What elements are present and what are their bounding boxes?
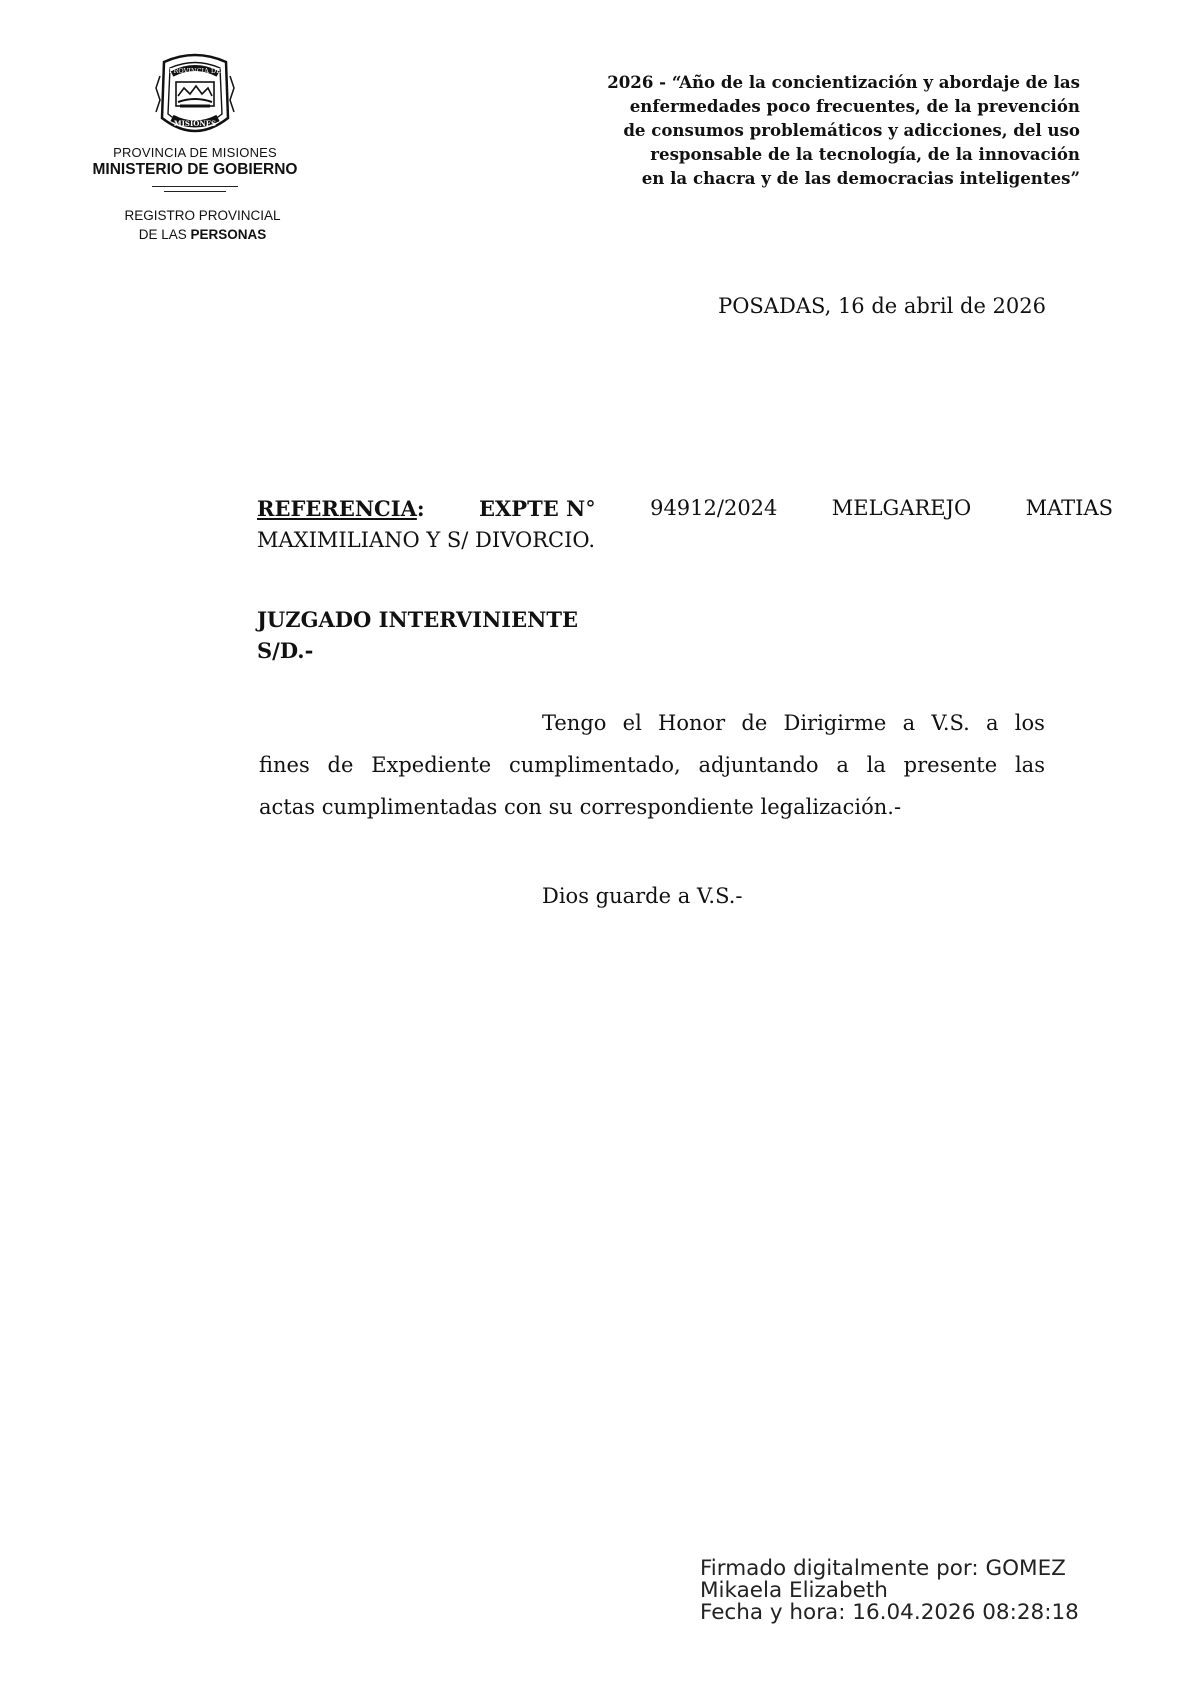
province-seal-logo <box>150 52 240 140</box>
registry-line-2: DE LAS PERSONAS <box>138 227 267 242</box>
party-name: MATIAS <box>1025 496 1113 520</box>
seal-top-text: PROVINCIA DE <box>169 67 221 75</box>
body-word: cumplimentado, <box>509 753 681 777</box>
body-word: adjuntando <box>698 753 819 777</box>
header-divider <box>152 186 238 187</box>
letter-body <box>259 702 1045 828</box>
body-line <box>259 744 1045 786</box>
body-word: a <box>986 711 999 735</box>
registry-name <box>60 206 345 244</box>
party-surname: MELGAREJO <box>831 496 972 520</box>
signature-line-3: Fecha y hora: 16.04.2026 08:28:18 <box>700 1600 1079 1625</box>
registry-line-1: REGISTRO PROVINCIAL <box>124 208 281 223</box>
motto-line: enfermedades poco frecuentes, de la prevención <box>629 96 1080 116</box>
body-word: a <box>836 753 849 777</box>
body-word: de <box>741 711 768 735</box>
reference-block <box>257 493 1113 556</box>
body-word: la <box>866 753 886 777</box>
reference-label: REFERENCIA <box>257 496 417 521</box>
seal-bottom-text: MISIONES <box>173 119 217 128</box>
place-date: POSADAS, 16 de abril de 2026 <box>718 294 1046 318</box>
reference-line-1: REFERENCIA: EXPTE N° 94912/2024 MELGAREJO MATIAS <box>257 493 1113 525</box>
expte-label: EXPTE N <box>478 496 586 521</box>
body-word: Tengo <box>542 711 607 735</box>
body-word: de <box>327 753 354 777</box>
ministry-name: MINISTERIO DE GOBIERNO <box>92 161 298 178</box>
year-motto <box>480 70 1080 190</box>
body-word: actas cumplimentadas con su correspondiente legalización.- <box>259 795 902 819</box>
body-word: los <box>1014 711 1045 735</box>
motto-line: de consumos problemáticos y adicciones, del uso <box>623 120 1080 140</box>
body-word: a <box>902 711 916 735</box>
body-word: presente <box>903 753 998 777</box>
addressee-line-1: JUZGADO INTERVINIENTE <box>257 607 578 632</box>
body-word: el <box>622 711 642 735</box>
addressee-line-2: S/D.- <box>257 638 314 663</box>
expte-number: 94912/2024 <box>650 496 778 520</box>
body-word: Expediente <box>371 753 492 777</box>
header-divider-short <box>164 191 226 192</box>
motto-line: responsable de la tecnología, de la innovación <box>650 144 1080 164</box>
body-word: fines <box>259 753 310 777</box>
reference-line-2: MAXIMILIANO Y S/ DIVORCIO. <box>257 528 596 552</box>
body-word: las <box>1014 753 1045 777</box>
addressee <box>257 604 578 666</box>
province-name: PROVINCIA DE MISIONES <box>113 145 277 160</box>
body-word: Dirigirme <box>783 711 887 735</box>
motto-line: en la chacra y de las democracias inteligentes” <box>641 168 1080 188</box>
signature-line-1: Firmado digitalmente por: GOMEZ <box>700 1556 1066 1581</box>
body-word: V.S. <box>931 711 970 735</box>
digital-signature <box>700 1558 1079 1624</box>
signature-line-2: Mikaela Elizabeth <box>700 1578 888 1603</box>
motto-line: 2026 - “Año de la concientización y abordaje de las <box>607 72 1080 92</box>
closing-salutation: Dios guarde a V.S.- <box>542 884 743 908</box>
body-line <box>259 786 1045 828</box>
body-line <box>259 702 1045 744</box>
body-word: Honor <box>658 711 726 735</box>
